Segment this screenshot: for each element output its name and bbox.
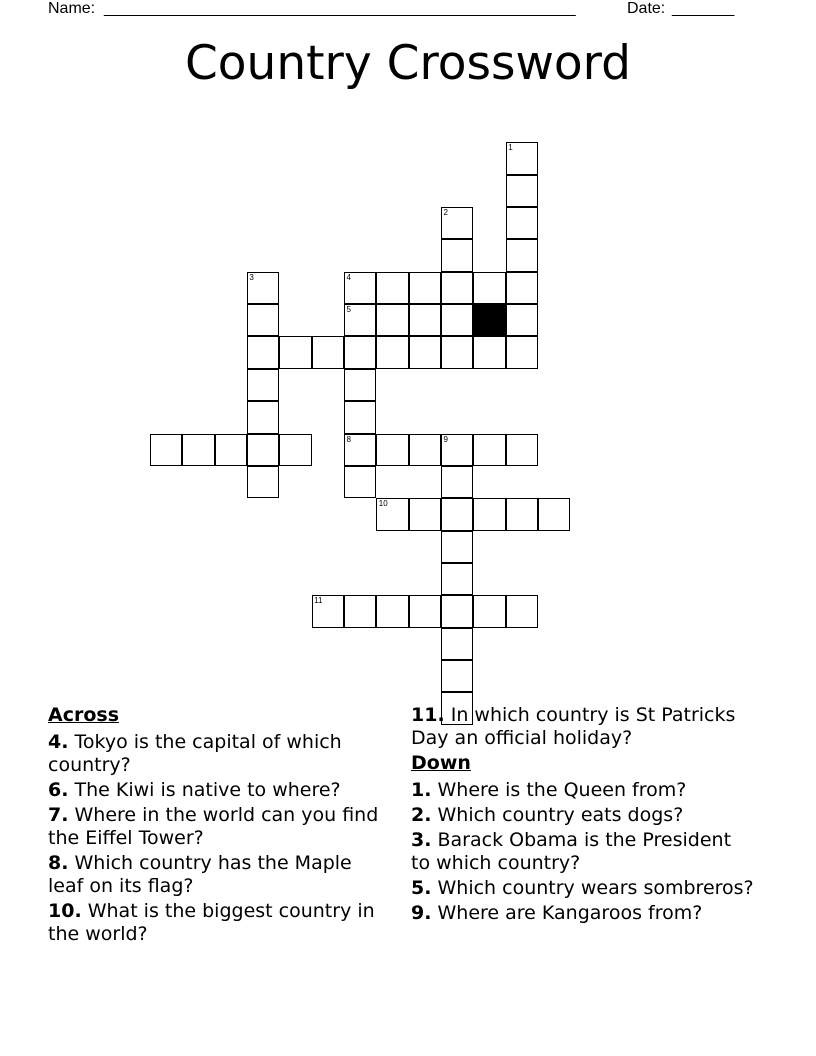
grid-cell[interactable]	[441, 531, 473, 563]
grid-cell[interactable]	[441, 272, 473, 304]
clue-number: 6.	[48, 779, 69, 801]
clue-number: 8.	[48, 852, 69, 874]
grid-cell[interactable]	[312, 336, 344, 368]
grid-cell[interactable]	[376, 304, 408, 336]
grid-cell[interactable]	[344, 369, 376, 401]
grid-cell[interactable]	[344, 595, 376, 627]
grid-cell[interactable]	[279, 434, 311, 466]
grid-cell[interactable]	[441, 563, 473, 595]
grid-cell[interactable]	[506, 336, 538, 368]
clue-number: 10.	[48, 900, 82, 922]
down-heading: Down	[411, 752, 471, 774]
grid-cell[interactable]	[506, 434, 538, 466]
clue-across-7	[48, 804, 393, 850]
grid-cell[interactable]	[247, 369, 279, 401]
grid-cell[interactable]	[344, 304, 376, 336]
grid-cell[interactable]	[247, 304, 279, 336]
clue-text: What is the biggest country in the world?	[48, 900, 375, 945]
grid-cell[interactable]	[376, 336, 408, 368]
grid-cell[interactable]	[441, 595, 473, 627]
grid-block	[473, 304, 505, 336]
cell-number: 5	[346, 305, 351, 315]
grid-cell[interactable]	[441, 239, 473, 271]
clue-text: Barack Obama is the President to which country?	[411, 829, 732, 874]
clue-down-9	[411, 902, 756, 925]
cell-number: 10	[378, 499, 388, 509]
grid-cell[interactable]	[441, 628, 473, 660]
grid-cell[interactable]	[376, 595, 408, 627]
grid-cell[interactable]	[344, 401, 376, 433]
clue-across-11	[411, 704, 756, 750]
grid-cell[interactable]	[344, 434, 376, 466]
grid-cell[interactable]	[506, 272, 538, 304]
grid-cell[interactable]	[215, 434, 247, 466]
clue-text: The Kiwi is native to where?	[74, 779, 341, 801]
cell-number: 8	[346, 434, 351, 444]
date-label: Date:	[627, 0, 666, 17]
clue-text: Tokyo is the capital of which country?	[48, 731, 342, 776]
cell-number: 1	[508, 143, 513, 153]
grid-cell[interactable]	[247, 336, 279, 368]
clue-down-1	[411, 779, 756, 802]
clue-text: Which country eats dogs?	[437, 804, 684, 826]
clue-text: In which country is St Patricks Day an official holiday?	[411, 704, 736, 749]
cell-number: 9	[443, 434, 448, 444]
clue-number: 7.	[48, 804, 69, 826]
grid-cell[interactable]	[441, 304, 473, 336]
clue-number: 9.	[411, 902, 432, 924]
grid-cell[interactable]	[506, 239, 538, 271]
date-line[interactable]: _______	[672, 0, 735, 17]
grid-cell[interactable]	[473, 336, 505, 368]
clue-across-6	[48, 779, 393, 802]
grid-cell[interactable]	[506, 498, 538, 530]
across-heading: Across	[48, 704, 120, 726]
grid-cell[interactable]	[441, 336, 473, 368]
cell-number: 3	[249, 272, 254, 282]
grid-cell[interactable]	[506, 595, 538, 627]
grid-cell[interactable]	[247, 466, 279, 498]
grid-cell[interactable]	[409, 272, 441, 304]
grid-cell[interactable]	[441, 660, 473, 692]
grid-cell[interactable]	[441, 207, 473, 239]
grid-cell[interactable]	[506, 175, 538, 207]
name-line[interactable]: _____________________________________________________	[104, 0, 576, 17]
page-title: Country Crossword	[184, 36, 632, 91]
grid-cell[interactable]	[409, 336, 441, 368]
grid-cell[interactable]	[473, 595, 505, 627]
clue-number: 5.	[411, 877, 432, 899]
grid-cell[interactable]	[441, 466, 473, 498]
clue-text: Which country wears sombreros?	[437, 877, 754, 899]
grid-cell[interactable]	[312, 595, 344, 627]
grid-cell[interactable]	[409, 595, 441, 627]
grid-cell[interactable]	[409, 434, 441, 466]
clue-across-8	[48, 852, 393, 898]
grid-cell[interactable]	[473, 272, 505, 304]
grid-cell[interactable]	[473, 498, 505, 530]
grid-cell[interactable]	[506, 207, 538, 239]
grid-cell[interactable]	[344, 466, 376, 498]
clue-number: 3.	[411, 829, 432, 851]
clue-text: Where is the Queen from?	[437, 779, 687, 801]
grid-cell[interactable]	[376, 498, 408, 530]
clue-text: Where are Kangaroos from?	[437, 902, 703, 924]
grid-cell[interactable]	[376, 272, 408, 304]
grid-cell[interactable]	[473, 434, 505, 466]
grid-cell[interactable]	[441, 498, 473, 530]
grid-cell[interactable]	[150, 434, 182, 466]
down-clue-list	[411, 779, 756, 925]
grid-cell[interactable]	[247, 272, 279, 304]
clue-number: 4.	[48, 731, 69, 753]
clue-number: 1.	[411, 779, 432, 801]
grid-cell[interactable]	[247, 434, 279, 466]
grid-cell[interactable]	[506, 304, 538, 336]
grid-cell[interactable]	[247, 401, 279, 433]
cell-number: 11	[314, 596, 323, 606]
grid-cell[interactable]	[376, 434, 408, 466]
grid-cell[interactable]	[506, 142, 538, 174]
cell-number: 4	[346, 272, 351, 282]
grid-cell[interactable]	[409, 498, 441, 530]
name-label: Name:	[48, 0, 96, 17]
grid-cell[interactable]	[409, 304, 441, 336]
grid-cell[interactable]	[279, 336, 311, 368]
clue-across-4	[48, 731, 393, 777]
clue-text: Where in the world can you find the Eiffel Tower?	[48, 804, 379, 849]
clue-down-3	[411, 829, 756, 875]
down-clues	[411, 704, 756, 927]
clue-down-2	[411, 804, 756, 827]
grid-cell[interactable]	[441, 434, 473, 466]
across-clue-list	[48, 731, 393, 946]
grid-cell[interactable]	[182, 434, 214, 466]
clue-down-5	[411, 877, 756, 900]
clue-number: 2.	[411, 804, 432, 826]
clue-number: 11.	[411, 704, 445, 726]
grid-cell[interactable]	[538, 498, 570, 530]
grid-cell[interactable]	[344, 272, 376, 304]
clue-text: Which country has the Maple leaf on its flag?	[48, 852, 352, 897]
grid-cell[interactable]	[344, 336, 376, 368]
clue-across-10	[48, 900, 393, 946]
across-clues	[48, 704, 393, 948]
cell-number: 2	[443, 208, 448, 218]
